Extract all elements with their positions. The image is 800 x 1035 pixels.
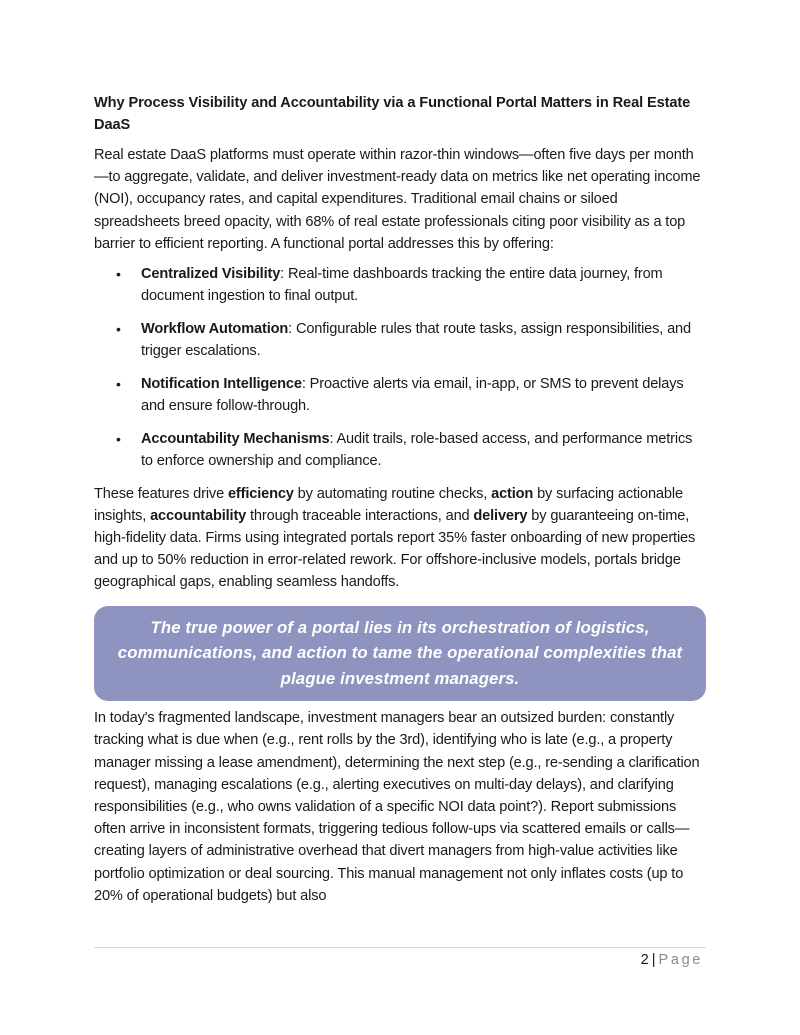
- bullet-item-notification-intelligence: [94, 373, 706, 417]
- features-bold-term: action: [491, 485, 534, 502]
- bullet-term: Workflow Automation: [141, 320, 289, 337]
- features-text: by guaranteeing on-time, high-fidelity data. Firms using integrated portals report 35% faster onboarding of new properties and up to 50% reduction in error-related rework. For offshore-inclusive models, portals bridge geographical gaps, enabling seamless handoffs.: [94, 507, 696, 591]
- features-text: These features drive: [94, 485, 228, 502]
- page-number: 2: [640, 952, 649, 968]
- features-text: through traceable interactions, and: [246, 507, 474, 524]
- feature-bullet-list: [94, 263, 706, 472]
- bullet-item-workflow-automation: [94, 318, 706, 362]
- bullet-text: : Proactive alerts via email, in-app, or SMS to prevent delays and ensure follow-through.: [141, 375, 684, 415]
- page-footer: [641, 950, 703, 970]
- bullet-text: : Real-time dashboards tracking the entire data journey, from document ingestion to final output.: [141, 266, 663, 305]
- intro-paragraph: Real estate DaaS platforms must operate within razor-thin windows—often five days per month—to aggregate, validate, and deliver investment-ready data on metrics like net operating income (NOI), occupancy rates, and capital expenditures. Traditional email chains or siloed spreadsheets breed opacity, with 68% of real estate professionals citing poor visibility as a top barrier to efficient reporting. A functional portal addresses this by offering:: [94, 147, 701, 252]
- features-text: by surfacing actionable insights,: [94, 485, 683, 524]
- bullet-icon: •: [116, 320, 121, 337]
- footer-separator: |: [651, 952, 656, 968]
- features-bold-term: delivery: [473, 507, 528, 524]
- bullet-term: Notification Intelligence: [141, 375, 302, 392]
- bullet-term: Centralized Visibility: [141, 266, 281, 283]
- bullet-icon: •: [116, 375, 121, 392]
- pull-quote-callout: The true power of a portal lies in its orchestration of logistics, communications, and action to tame the operational complexities that plague investment managers.: [94, 606, 706, 702]
- footer-divider: [94, 947, 706, 948]
- bullet-icon: •: [116, 266, 121, 283]
- features-paragraph: [94, 483, 706, 594]
- bullet-term: Accountability Mechanisms: [141, 430, 330, 447]
- features-bold-term: accountability: [150, 507, 247, 524]
- features-text: by automating routine checks,: [293, 485, 492, 502]
- bullet-text: : Configurable rules that route tasks, assign responsibilities, and trigger escalations.: [141, 320, 691, 360]
- bullet-item-centralized-visibility: [94, 263, 706, 307]
- bullet-icon: •: [116, 430, 121, 447]
- bullet-item-accountability-mechanisms: [94, 428, 706, 472]
- document-page: [94, 92, 706, 915]
- page-label: Page: [658, 952, 703, 968]
- closing-paragraph: In today's fragmented landscape, investment managers bear an outsized burden: constantly tracking what is due when (e.g., rent rolls by the 3rd), identifying who is late (e.g., a property manager missing a lease amendment), determining the next step (e.g., re-sending a clarification request), managing escalations (e.g., alerting executives on multi-day delays), and clarifying responsibilities (e.g., who owns validation of a specific NOI data point?). Report submissions often arrive in inconsistent formats, triggering tedious follow-ups via scattered emails or calls—creating layers of administrative overhead that divert managers from high-value activities like portfolio optimization or deal sourcing. This manual management not only inflates costs (up to 20% of operational budgets) but also: [94, 710, 700, 904]
- bullet-text: : Audit trails, role-based access, and performance metrics to enforce ownership and compliance.: [141, 430, 693, 469]
- section-heading: Why Process Visibility and Accountability via a Functional Portal Matters in Real Estate DaaS: [94, 95, 691, 133]
- features-bold-term: efficiency: [227, 485, 294, 502]
